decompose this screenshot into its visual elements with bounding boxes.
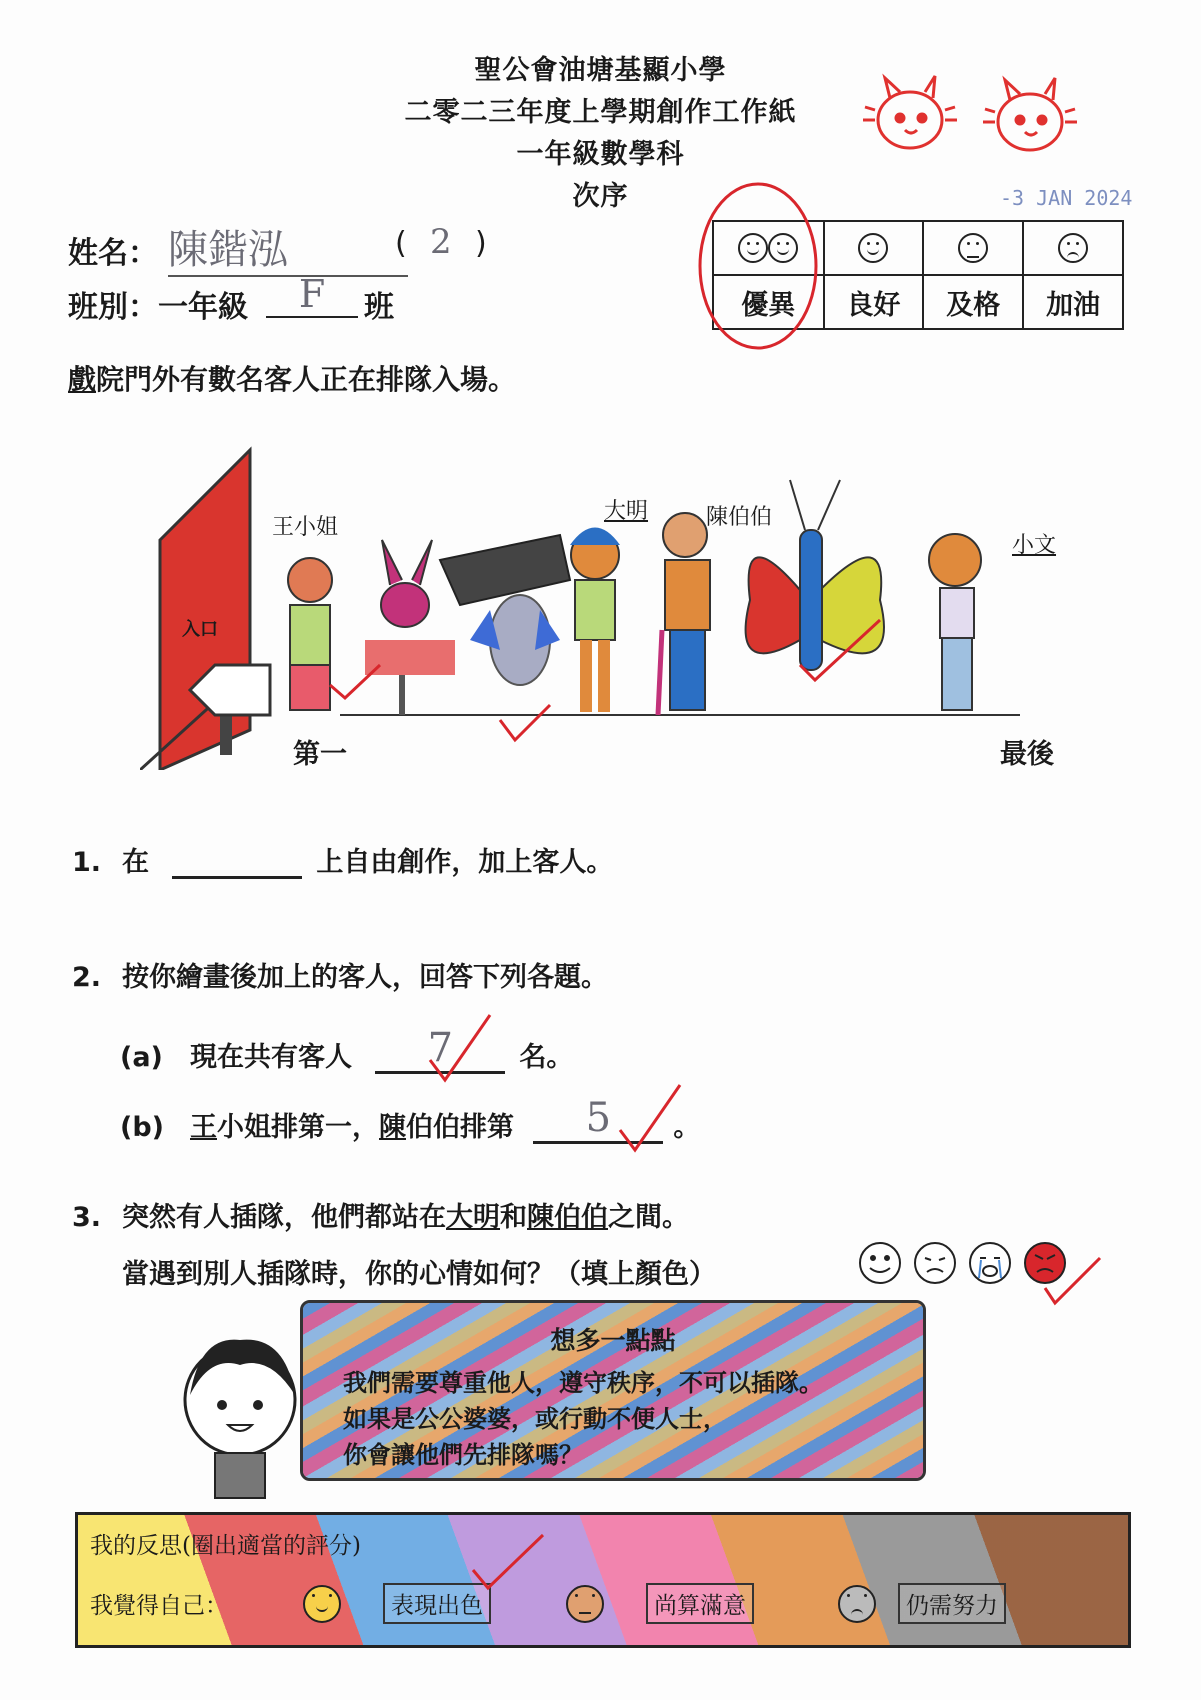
number-close: ) xyxy=(475,226,487,261)
ms-wong-figure xyxy=(288,558,332,602)
label-uncle-chan: 陳伯伯 xyxy=(706,505,773,530)
crying-icon[interactable] xyxy=(970,1243,1010,1283)
worksheet-term: 二零二三年度上學期創作工作紙 xyxy=(404,97,797,128)
reflection-title: 我的反思(圈出適當的評分) xyxy=(90,1533,361,1559)
class-value: F xyxy=(266,272,358,318)
topic-title: 次序 xyxy=(572,181,629,212)
q2a: (a) 現在共有客人 7 名。 xyxy=(120,1025,574,1073)
school-name: 聖公會油塘基顯小學 xyxy=(474,55,727,86)
subject-title: 一年級數學科 xyxy=(516,139,685,170)
xiaowen-figure xyxy=(929,534,981,586)
first-label: 第一 xyxy=(293,739,347,770)
option-needs-effort[interactable]: 仍需努力 xyxy=(898,1583,1006,1624)
q2b: (b) 王小姐排第一，陳伯伯排第 5 。 xyxy=(120,1095,701,1143)
neutral-face-icon xyxy=(958,233,988,263)
hamster-stamp-icons xyxy=(855,60,1085,170)
think-more-text: 我們需要尊重他人，遵守秩序，不可以插隊。 如果是公公婆婆，或行動不便人士， 你會讓他們先排隊嗎？ xyxy=(343,1369,823,1469)
grade-label: 優異 xyxy=(713,275,824,329)
option-satisfactory[interactable]: 尚算滿意 xyxy=(646,1583,754,1624)
label-xiaowen: 小文 xyxy=(1012,533,1057,558)
uncle-chan-figure xyxy=(663,513,707,557)
class-suffix: 班 xyxy=(364,290,394,325)
student-drawn-rabbit xyxy=(381,583,429,627)
answer-check-marks xyxy=(420,1000,750,1170)
reflection-check-mark xyxy=(433,1530,553,1620)
worried-kid-icon xyxy=(838,1585,876,1623)
happy-icon[interactable] xyxy=(860,1243,900,1283)
sad-icon[interactable] xyxy=(915,1243,955,1283)
neutral-kid-icon xyxy=(566,1585,604,1623)
option-excellent[interactable]: 表現出色 xyxy=(383,1583,491,1624)
mood-faces xyxy=(855,1238,1105,1308)
date-stamp: -3 JAN 2024 xyxy=(1000,186,1133,210)
number-open: ( xyxy=(395,226,407,261)
door xyxy=(160,450,250,770)
grade-label: 加油 xyxy=(1023,275,1123,329)
think-more-title: 想多一點點 xyxy=(550,1326,676,1355)
queue-illustration xyxy=(140,440,1080,770)
name-value: 陳鍇泓 xyxy=(168,218,408,277)
girl-character-icon xyxy=(160,1325,315,1500)
class-label: 班別：一年級 xyxy=(68,290,248,325)
entrance-sign-label: 入口 xyxy=(182,619,218,640)
smile-icon xyxy=(858,233,888,263)
grade-label: 良好 xyxy=(824,275,924,329)
name-label: 姓名： xyxy=(68,236,158,271)
label-daming: 大明 xyxy=(604,499,649,524)
happy-kid-icon xyxy=(303,1585,341,1623)
sad-face-icon xyxy=(1058,233,1088,263)
q2: 2. 按你繪畫後加上的客人，回答下列各題。 xyxy=(72,962,608,993)
last-label: 最後 xyxy=(1000,739,1054,770)
student-drawn-butterfly xyxy=(746,557,800,653)
think-more-box xyxy=(300,1300,926,1481)
intro-text: 戲院門外有數名客人正在排隊入場。 xyxy=(68,363,517,396)
q1: 1. 在 上自由創作，加上客人。 xyxy=(72,847,614,878)
number-value: 2 xyxy=(430,222,452,262)
q3-line2: 當遇到別人插隊時，你的心情如何？（填上顏色） xyxy=(122,1259,716,1290)
angry-icon[interactable] xyxy=(1025,1243,1065,1283)
q3-line1: 3. 突然有人插隊，他們都站在大明和陳伯伯之間。 xyxy=(72,1202,689,1233)
student-drawn-figure xyxy=(440,535,570,605)
reflection-prompt: 我覺得自己： xyxy=(90,1593,228,1619)
q2b-answer: 5 xyxy=(533,1095,663,1144)
grade-circle-mark xyxy=(690,170,830,355)
grade-label: 及格 xyxy=(923,275,1023,329)
label-ms-wong: 王小姐 xyxy=(272,515,339,540)
reflection-box xyxy=(75,1512,1131,1648)
q2a-answer: 7 xyxy=(375,1025,505,1074)
